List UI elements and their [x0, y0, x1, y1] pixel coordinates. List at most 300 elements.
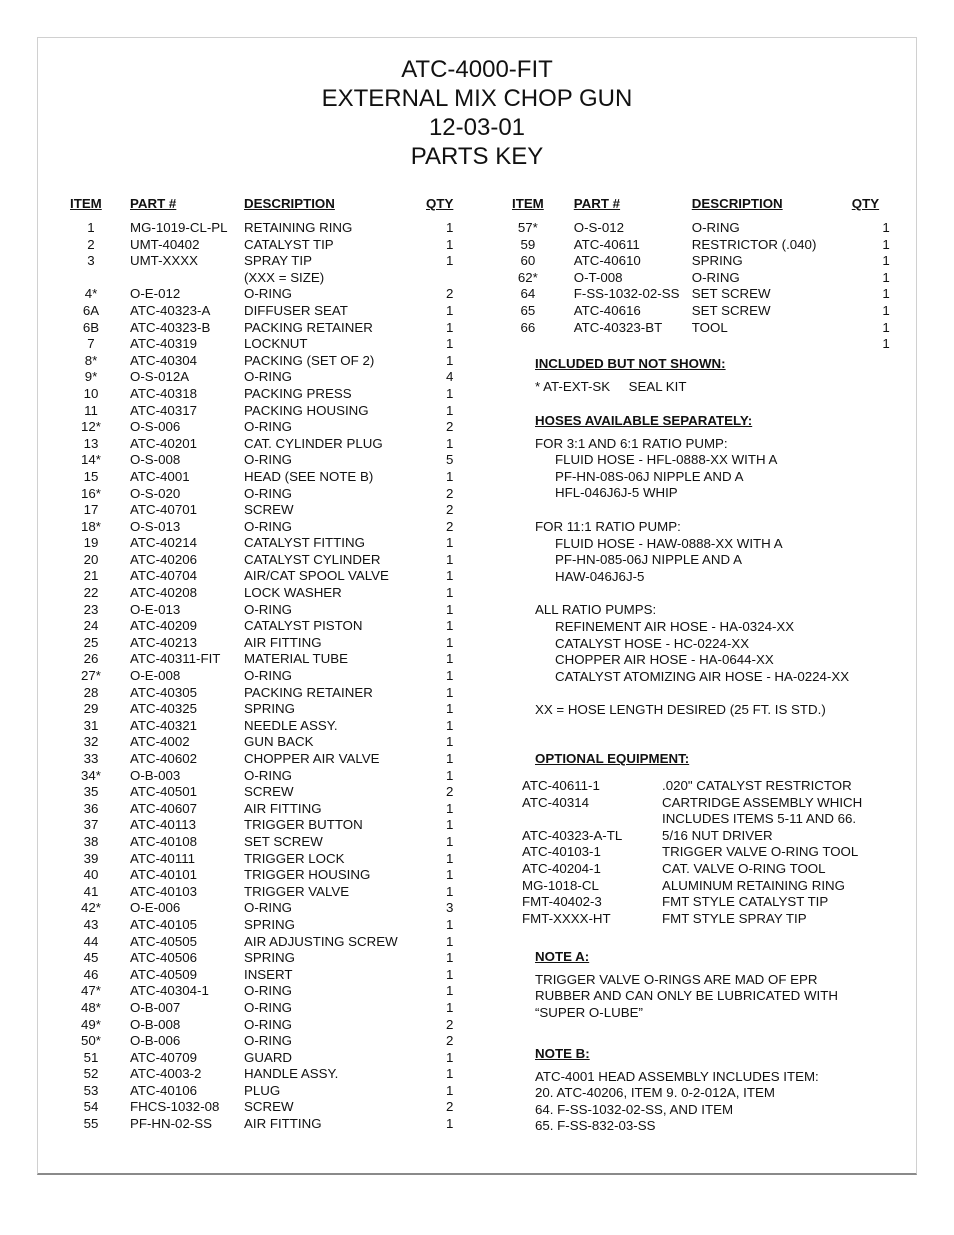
- part-description: SPRING: [244, 701, 295, 717]
- column-header-part: PART #: [130, 196, 177, 211]
- part-qty: 1: [882, 236, 890, 252]
- header-row: [512, 196, 890, 220]
- item-number: 47*: [81, 983, 101, 999]
- item-number: [512, 336, 544, 353]
- table-row: [70, 320, 453, 337]
- part-description: [692, 336, 852, 353]
- part-qty: 1: [445, 867, 454, 883]
- item-number: 54: [83, 1099, 99, 1115]
- table-row: [70, 602, 453, 619]
- optional-part-number: MG-1018-CL: [522, 877, 599, 893]
- table-row: [70, 452, 453, 469]
- part-description: SET SCREW: [244, 833, 323, 849]
- part-number: ATC-40304: [130, 352, 198, 368]
- part-description: O-RING: [244, 601, 293, 617]
- part-number: O-S-013: [130, 518, 181, 534]
- optional-description: CAT. VALVE O-RING TOOL: [662, 860, 826, 876]
- part-description: RETAINING RING: [244, 220, 353, 235]
- optional-description: .020" CATALYST RESTRICTOR: [662, 778, 852, 793]
- part-description: CATALYST PISTON: [244, 618, 363, 634]
- part-description: SCREW: [244, 784, 294, 800]
- item-number: 24: [83, 618, 99, 634]
- table-row: [70, 635, 453, 652]
- part-description: O-RING: [691, 220, 740, 235]
- item-number: 13: [83, 435, 99, 451]
- part-qty: [426, 270, 453, 287]
- optional-part-number: ATC-40204-1: [522, 860, 601, 876]
- table-row: [70, 336, 453, 353]
- table-row: [70, 701, 453, 718]
- column-header-part: PART #: [573, 196, 621, 211]
- hoses-group-2-lead: FOR 11:1 RATIO PUMP:: [535, 518, 681, 534]
- part-description: PLUG: [244, 1082, 281, 1098]
- part-number: O-T-008: [573, 269, 623, 285]
- table-row: [70, 386, 453, 403]
- optional-part-number: FMT-XXXX-HT: [522, 910, 611, 926]
- optional-description: FMT STYLE SPRAY TIP: [662, 910, 807, 926]
- optional-part-number: ATC-40611-1: [522, 778, 600, 793]
- parts-table-left: [70, 196, 453, 1133]
- part-number: ATC-40108: [130, 833, 198, 849]
- item-number: 64: [520, 286, 536, 302]
- item-number: 12*: [81, 419, 101, 435]
- optional-description: INCLUDES ITEMS 5-11 AND 66.: [662, 811, 857, 827]
- table-row: [70, 867, 453, 884]
- part-qty: 1: [445, 585, 454, 601]
- part-description: O-RING: [244, 983, 293, 999]
- part-description: SPRAY TIP: [244, 253, 312, 269]
- part-number: O-E-006: [130, 900, 181, 916]
- part-qty: 1: [445, 668, 454, 684]
- hoses-group-3-lead: ALL RATIO PUMPS:: [535, 602, 657, 618]
- optional-row: [522, 828, 862, 845]
- part-description: (XXX = SIZE): [244, 269, 325, 285]
- part-number: ATC-40323-A: [130, 302, 211, 318]
- part-description: CHOPPER AIR VALVE: [244, 751, 380, 766]
- part-description: AIR FITTING: [244, 800, 322, 816]
- part-number: O-S-006: [130, 419, 181, 435]
- hoses-group-1-line: FLUID HOSE - HFL-0888-XX WITH A: [555, 452, 778, 468]
- table-row: [512, 253, 890, 270]
- item-number: 37: [83, 817, 99, 833]
- part-description: PACKING HOUSING: [244, 402, 369, 418]
- item-number: 34*: [81, 767, 101, 783]
- part-number: ATC-40304-1: [130, 983, 209, 999]
- title-line-4: PARTS KEY: [410, 143, 544, 170]
- item-number: [70, 270, 112, 287]
- part-qty: 1: [445, 551, 454, 567]
- part-qty: 1: [445, 336, 454, 352]
- note-b-line: 64. F-SS-1032-02-SS, AND ITEM: [535, 1101, 734, 1117]
- part-qty: 1: [445, 883, 454, 899]
- item-number: 35: [83, 784, 99, 800]
- part-qty: 1: [445, 717, 454, 733]
- part-qty: 3: [445, 900, 454, 916]
- column-header-qty: QTY: [426, 196, 454, 211]
- part-number: O-S-020: [130, 485, 181, 501]
- optional-row: [522, 878, 862, 895]
- part-qty: 1: [445, 568, 454, 584]
- column-header-description: DESCRIPTION: [244, 196, 335, 211]
- part-number: ATC-40318: [130, 385, 198, 401]
- part-description: SPRING: [691, 253, 743, 269]
- hoses-group-2-line: FLUID HOSE - HAW-0888-XX WITH A: [555, 535, 783, 551]
- note-b-heading: NOTE B:: [535, 1046, 590, 1061]
- item-number: 48*: [81, 999, 101, 1015]
- table-row: [70, 519, 453, 536]
- table-row: [70, 502, 453, 519]
- part-description: O-RING: [244, 1033, 293, 1049]
- part-number: ATC-40208: [130, 585, 198, 601]
- item-number: 43: [83, 916, 99, 932]
- part-qty: 4: [445, 369, 454, 385]
- optional-part-number: [522, 811, 662, 828]
- item-number: 3: [87, 253, 95, 269]
- part-description: PACKING (SET OF 2): [244, 352, 375, 368]
- part-qty: 1: [445, 833, 454, 849]
- part-description: O-RING: [244, 518, 293, 534]
- part-qty: 1: [445, 651, 454, 667]
- part-number: O-B-008: [130, 1016, 181, 1032]
- part-number: ATC-40206: [130, 551, 198, 567]
- part-qty: 1: [445, 1116, 454, 1132]
- hoses-group-3-line: CATALYST HOSE - HC-0224-XX: [555, 635, 750, 651]
- part-description: GUARD: [244, 1049, 293, 1065]
- table-row: [70, 469, 453, 486]
- item-number: 50*: [81, 1033, 101, 1049]
- column-header-item: ITEM: [70, 196, 102, 211]
- part-description: SCREW: [244, 502, 294, 518]
- part-description: CATALYST CYLINDER: [244, 551, 381, 567]
- part-description: AIR/CAT SPOOL VALVE: [244, 568, 389, 584]
- part-description: O-RING: [244, 286, 293, 302]
- part-number: ATC-40321: [130, 717, 198, 733]
- table-row: [70, 237, 453, 254]
- item-number: 41: [83, 883, 99, 899]
- part-number: ATC-40501: [130, 784, 198, 800]
- table-row: [70, 1050, 453, 1067]
- part-number: ATC-40201: [130, 435, 198, 451]
- table-row: [70, 436, 453, 453]
- table-row: [512, 270, 890, 287]
- part-number: ATC-40509: [130, 966, 198, 982]
- item-number: 18*: [81, 518, 101, 534]
- part-number: ATC-40323-B: [130, 319, 211, 335]
- part-description: SET SCREW: [691, 302, 771, 318]
- table-row: [70, 651, 453, 668]
- part-number: ATC-40113: [130, 817, 197, 833]
- item-number: 52: [83, 1066, 99, 1082]
- optional-row: [522, 911, 862, 928]
- table-row: [70, 751, 453, 768]
- table-row: [70, 286, 453, 303]
- part-number: MG-1019-CL-PL: [130, 220, 228, 235]
- part-description: PACKING PRESS: [244, 385, 352, 401]
- part-number: ATC-40616: [573, 302, 641, 318]
- table-row: [70, 1033, 453, 1050]
- item-number: 17: [83, 502, 99, 518]
- part-qty: 1: [445, 1066, 454, 1082]
- part-qty: 1: [445, 236, 454, 252]
- part-number: ATC-40311-FIT: [130, 651, 221, 667]
- part-qty: 2: [445, 1033, 454, 1049]
- part-description: MATERIAL TUBE: [244, 651, 348, 667]
- optional-description: CARTRIDGE ASSEMBLY WHICH: [662, 794, 863, 810]
- part-number: UMT-XXXX: [130, 253, 198, 269]
- part-number: ATC-40704: [130, 568, 198, 584]
- part-number: ATC-40506: [130, 950, 198, 966]
- item-number: 49*: [81, 1016, 101, 1032]
- column-header-qty: QTY: [851, 196, 880, 211]
- hoses-heading: HOSES AVAILABLE SEPARATELY:: [535, 413, 753, 428]
- table-row: [70, 983, 453, 1000]
- part-qty: 1: [445, 800, 454, 816]
- table-row: [70, 419, 453, 436]
- table-row: [512, 320, 890, 337]
- part-number: ATC-4001: [130, 468, 190, 484]
- table-row: [70, 817, 453, 834]
- table-row: [512, 220, 890, 237]
- part-qty: 1: [445, 618, 454, 634]
- item-number: 11: [84, 402, 98, 418]
- part-description: CATALYST FITTING: [244, 535, 365, 551]
- optional-row: [522, 811, 862, 828]
- part-number: [112, 270, 244, 287]
- part-description: SPRING: [244, 916, 295, 932]
- optional-row: [522, 778, 862, 795]
- table-row: [70, 1000, 453, 1017]
- optional-part-number: ATC-40314: [522, 794, 590, 810]
- part-description: SCREW: [244, 1099, 294, 1115]
- part-number: O-B-006: [130, 1033, 181, 1049]
- part-qty: 1: [445, 435, 454, 451]
- column-header-item: ITEM: [512, 196, 544, 211]
- table-row: [70, 685, 453, 702]
- part-qty: 2: [445, 518, 454, 534]
- part-description: AIR ADJUSTING SCREW: [244, 933, 398, 949]
- part-qty: 1: [445, 1082, 454, 1098]
- part-qty: 1: [445, 916, 454, 932]
- optional-description: ALUMINUM RETAINING RING: [662, 877, 845, 893]
- document-title: [0, 55, 954, 171]
- note-a-heading: NOTE A:: [535, 949, 590, 964]
- note-a-line: “SUPER O-LUBE”: [535, 1004, 643, 1020]
- table-row: [70, 900, 453, 917]
- part-qty: 1: [882, 220, 890, 235]
- part-qty: 1: [445, 999, 454, 1015]
- part-qty: 1: [445, 933, 454, 949]
- part-description: INSERT: [244, 966, 293, 982]
- note-b-line: ATC-4001 HEAD ASSEMBLY INCLUDES ITEM:: [535, 1068, 819, 1084]
- hoses-section: [535, 413, 849, 719]
- part-number: ATC-40213: [130, 634, 198, 650]
- item-number: 46: [83, 966, 99, 982]
- table-row: [70, 834, 453, 851]
- part-description: HEAD (SEE NOTE B): [244, 468, 374, 484]
- part-description: HANDLE ASSY.: [244, 1066, 339, 1082]
- part-number: ATC-40103: [130, 883, 198, 899]
- note-a-section: [535, 949, 838, 1021]
- optional-heading: OPTIONAL EQUIPMENT:: [535, 751, 690, 766]
- table-row: [70, 535, 453, 552]
- part-qty: 1: [445, 950, 454, 966]
- part-number: ATC-40105: [130, 916, 198, 932]
- title-line-1: ATC-4000-FIT: [401, 56, 553, 83]
- part-qty: 1: [445, 253, 454, 269]
- table-row: [70, 369, 453, 386]
- table-row: [70, 668, 453, 685]
- item-number: 16*: [81, 485, 101, 501]
- item-number: 53: [83, 1082, 99, 1098]
- part-qty: 1: [445, 751, 454, 766]
- included-line: * AT-EXT-SK SEAL KIT: [535, 378, 687, 394]
- table-row: [70, 253, 453, 270]
- header-row: [70, 196, 453, 220]
- optional-row: [522, 894, 862, 911]
- item-number: 10: [83, 385, 99, 401]
- part-description: TRIGGER LOCK: [244, 850, 345, 866]
- part-number: O-S-012: [573, 220, 625, 235]
- part-number: ATC-40610: [573, 253, 641, 269]
- table-row: [70, 1116, 453, 1133]
- part-number: O-B-003: [130, 767, 181, 783]
- part-number: ATC-40214: [130, 535, 198, 551]
- part-description: SPRING: [244, 950, 295, 966]
- part-number: ATC-40602: [130, 751, 198, 766]
- part-description: LOCK WASHER: [244, 585, 342, 601]
- column-header-description: DESCRIPTION: [691, 196, 783, 211]
- item-number: 25: [83, 634, 99, 650]
- item-number: 66: [520, 319, 536, 335]
- part-qty: 2: [445, 502, 454, 518]
- item-number: 27*: [81, 668, 101, 684]
- part-number: UMT-40402: [130, 236, 200, 252]
- hoses-group-1-lead: FOR 3:1 AND 6:1 RATIO PUMP:: [535, 435, 728, 451]
- part-qty: 1: [882, 336, 890, 352]
- part-number: ATC-40319: [130, 336, 198, 352]
- part-description: GUN BACK: [244, 734, 314, 750]
- included-heading: INCLUDED BUT NOT SHOWN:: [535, 356, 726, 371]
- part-qty: 1: [445, 983, 454, 999]
- part-number: ATC-40505: [130, 933, 198, 949]
- part-description: O-RING: [244, 999, 293, 1015]
- part-number: ATC-40325: [130, 701, 198, 717]
- note-b-section: [535, 1046, 819, 1135]
- item-number: 57*: [517, 220, 538, 235]
- part-description: O-RING: [244, 668, 293, 684]
- part-description: TRIGGER HOUSING: [244, 867, 371, 883]
- part-number: ATC-40305: [130, 684, 198, 700]
- part-qty: 1: [445, 1049, 454, 1065]
- part-number: ATC-40323-BT: [573, 319, 663, 335]
- parts-table-right: [512, 196, 890, 353]
- part-qty: 1: [882, 319, 890, 335]
- item-number: 39: [83, 850, 99, 866]
- part-qty: 1: [445, 468, 454, 484]
- part-qty: 2: [445, 1016, 454, 1032]
- title-line-3: 12-03-01: [428, 114, 526, 141]
- part-description: NEEDLE ASSY.: [244, 717, 338, 733]
- part-qty: 5: [445, 452, 454, 468]
- part-number: ATC-40317: [130, 402, 198, 418]
- table-row: [512, 303, 890, 320]
- table-row: [70, 884, 453, 901]
- item-number: 22: [83, 585, 99, 601]
- table-row: [70, 303, 453, 320]
- note-a-line: RUBBER AND CAN ONLY BE LUBRICATED WITH: [535, 988, 838, 1004]
- part-qty: 2: [445, 419, 454, 435]
- item-number: 38: [83, 833, 99, 849]
- table-row: [70, 403, 453, 420]
- part-qty: 1: [445, 767, 454, 783]
- part-number: O-B-007: [130, 999, 181, 1015]
- hoses-group-3-line: CATALYST ATOMIZING AIR HOSE - HA-0224-XX: [555, 668, 850, 684]
- part-number: ATC-40709: [130, 1049, 198, 1065]
- part-number: ATC-40101: [130, 867, 198, 883]
- part-qty: 1: [445, 402, 454, 418]
- part-qty: 1: [445, 302, 454, 318]
- item-number: 7: [87, 336, 95, 352]
- table-row: [70, 1066, 453, 1083]
- table-row: [70, 1017, 453, 1034]
- part-description: CAT. CYLINDER PLUG: [244, 435, 383, 451]
- included-section: [535, 356, 726, 395]
- part-number: PF-HN-02-SS: [130, 1116, 213, 1132]
- note-b-line: 65. F-SS-832-03-SS: [535, 1118, 656, 1134]
- table-row: [70, 934, 453, 951]
- part-qty: 1: [445, 601, 454, 617]
- optional-row: [522, 844, 862, 861]
- part-qty: 1: [882, 253, 890, 269]
- item-number: 8*: [84, 352, 98, 368]
- table-row: [70, 917, 453, 934]
- optional-row: [522, 795, 862, 812]
- item-number: 23: [83, 601, 99, 617]
- part-qty: 1: [445, 966, 454, 982]
- part-number: FHCS-1032-08: [130, 1099, 220, 1115]
- part-description: O-RING: [244, 900, 293, 916]
- part-description: AIR FITTING: [244, 1116, 322, 1132]
- item-number: 33: [83, 751, 99, 766]
- item-number: 59: [520, 236, 536, 252]
- part-description: O-RING: [244, 485, 293, 501]
- part-qty: 1: [445, 684, 454, 700]
- item-number: 15: [83, 468, 99, 484]
- part-number: O-E-013: [130, 601, 181, 617]
- hoses-group-2-line: HAW-046J6J-5: [555, 568, 645, 584]
- item-number: 45: [83, 950, 99, 966]
- part-qty: 1: [445, 734, 454, 750]
- hoses-group-1-line: HFL-046J6J-5 WHIP: [555, 485, 678, 501]
- part-qty: 1: [445, 850, 454, 866]
- table-row: [70, 220, 453, 237]
- optional-description: 5/16 NUT DRIVER: [662, 827, 773, 843]
- table-row: [70, 718, 453, 735]
- hoses-group-2-line: PF-HN-085-06J NIPPLE AND A: [555, 552, 742, 568]
- item-number: 44: [83, 933, 99, 949]
- optional-description: FMT STYLE CATALYST TIP: [662, 894, 829, 910]
- part-number: ATC-40611: [573, 236, 640, 252]
- optional-part-number: ATC-40323-A-TL: [522, 827, 623, 843]
- item-number: 42*: [81, 900, 101, 916]
- optional-description: TRIGGER VALVE O-RING TOOL: [662, 844, 859, 860]
- part-qty: 1: [882, 302, 890, 318]
- table-row: [512, 237, 890, 254]
- part-qty: 1: [445, 817, 454, 833]
- table-row: [70, 967, 453, 984]
- part-qty: 1: [882, 269, 890, 285]
- part-qty: 2: [445, 286, 454, 302]
